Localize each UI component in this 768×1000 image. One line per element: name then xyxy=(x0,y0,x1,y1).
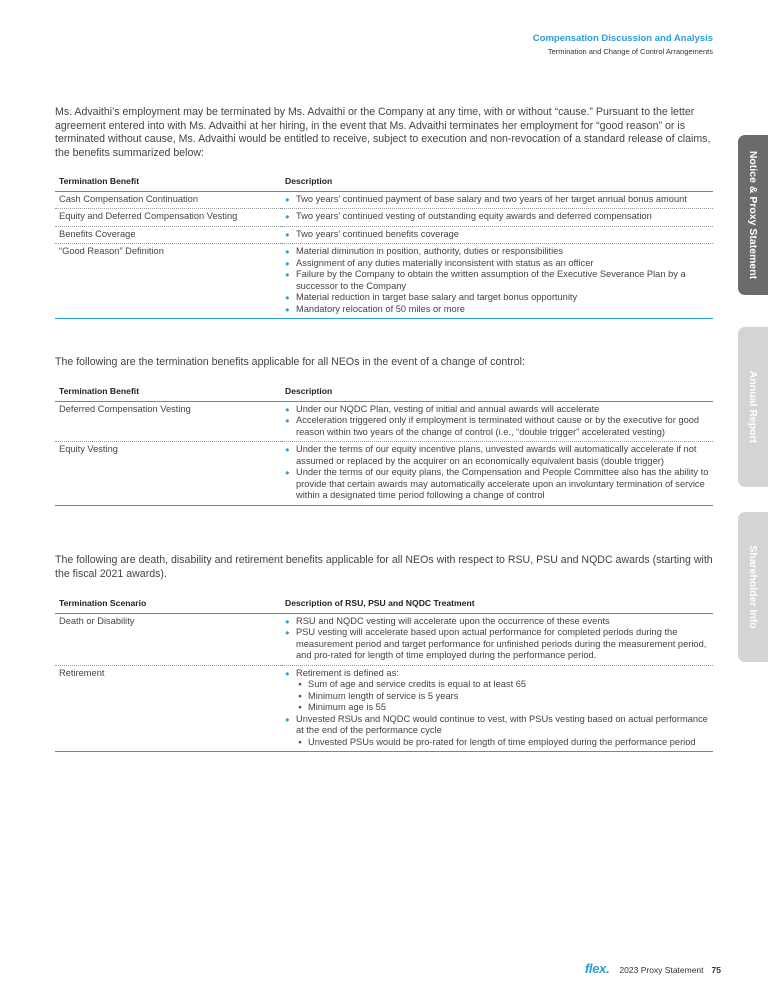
page-footer xyxy=(585,961,721,976)
list-item: ● Material reduction in target base salary and target bonus opportunity xyxy=(285,292,709,304)
list-item: ● Under the terms of our equity incentive plans, unvested awards will automatically accelerate if not assumed or replaced by the acquirer on an economically equivalent basis (double trigger) xyxy=(285,444,709,467)
list-item xyxy=(285,668,709,714)
list-item: ● RSU and NQDC vesting will accelerate upon the occurrence of these events xyxy=(285,616,709,628)
list-item: ● PSU vesting will accelerate based upon actual performance for completed periods during the measurement period and target performance for unfinished periods during the measurement period, and pro-rated for length of time employed during the performance period. xyxy=(285,627,709,662)
sub-list xyxy=(296,737,709,749)
sub-list-item: ● Minimum age is 55 xyxy=(296,702,709,714)
table-header-row xyxy=(55,173,713,191)
row-description xyxy=(281,442,713,506)
row-label: Retirement xyxy=(55,665,281,752)
row-label: “Good Reason” Definition xyxy=(55,244,281,319)
footer-doc-title: 2023 Proxy Statement xyxy=(619,965,704,975)
row-description xyxy=(281,244,713,319)
row-label: Deferred Compensation Vesting xyxy=(55,401,281,442)
change-of-control-table xyxy=(55,383,713,506)
subsection-title: Termination and Change of Control Arrangements xyxy=(547,47,713,56)
sub-list xyxy=(296,679,709,714)
table-header-row xyxy=(55,383,713,401)
row-label: Equity Vesting xyxy=(55,442,281,506)
table-row xyxy=(55,665,713,752)
column-header: Description xyxy=(281,383,713,401)
column-header: Termination Scenario xyxy=(55,595,281,613)
flex-logo: flex. xyxy=(584,961,610,976)
list-item: ● Mandatory relocation of 50 miles or more xyxy=(285,304,709,316)
sub-list-item: ● Minimum length of service is 5 years xyxy=(296,691,709,703)
list-item: ● Under the terms of our equity plans, the Compensation and People Committee also has the ability to provide that certain awards may automatically accelerate upon an involuntary termination of service within a designated time period following a change of control xyxy=(285,467,709,502)
table-row xyxy=(55,209,713,227)
table-header-row xyxy=(55,595,713,613)
list-item xyxy=(285,714,709,749)
table-row xyxy=(55,401,713,442)
tab-notice-proxy-statement[interactable] xyxy=(738,135,768,295)
row-description xyxy=(281,191,713,209)
section-title: Compensation Discussion and Analysis xyxy=(532,33,713,44)
list-item: ● Two years’ continued vesting of outstanding equity awards and deferred compensation xyxy=(285,211,709,223)
column-header: Termination Benefit xyxy=(55,383,281,401)
list-item: ● Acceleration triggered only if employment is terminated without cause or by the executive for good reason within two years of the change of control (i.e., “double trigger” accelerated vesting) xyxy=(285,415,709,438)
list-item: ● Assignment of any duties materially inconsistent with status as an officer xyxy=(285,258,709,270)
row-label: Benefits Coverage xyxy=(55,226,281,244)
row-description xyxy=(281,401,713,442)
tab-annual-report[interactable] xyxy=(738,327,768,487)
column-header: Termination Benefit xyxy=(55,173,281,191)
row-description xyxy=(281,209,713,227)
table-row xyxy=(55,442,713,506)
column-header: Description of RSU, PSU and NQDC Treatment xyxy=(281,595,713,613)
list-item: ● Failure by the Company to obtain the written assumption of the Executive Severance Plan by a successor to the Company xyxy=(285,269,709,292)
row-label: Equity and Deferred Compensation Vesting xyxy=(55,209,281,227)
intro-paragraph-2: The following are the termination benefits applicable for all NEOs in the event of a change of control: xyxy=(55,356,525,368)
tab-label: Shareholder Info xyxy=(747,545,759,629)
row-description xyxy=(281,613,713,665)
page-number: 75 xyxy=(711,965,721,975)
row-label: Cash Compensation Continuation xyxy=(55,191,281,209)
table-row xyxy=(55,244,713,319)
column-header: Description xyxy=(281,173,713,191)
tab-label: Annual Report xyxy=(747,370,759,444)
row-label: Death or Disability xyxy=(55,613,281,665)
tab-label: Notice & Proxy Statement xyxy=(747,150,759,280)
table-row xyxy=(55,226,713,244)
intro-paragraph-1: Ms. Advaithi’s employment may be terminated by Ms. Advaithi or the Company at any time, with or without “cause.” Pursuant to the letter agreement entered into with Ms. Advaithi at her hiring, in the event that Ms. Advaithi terminates her employment for “good reason” or is terminated without cause, Ms. Advaithi would be entitled to receive, subject to execution and non-revocation of a standard release of claims, the benefits summarized below: xyxy=(55,106,711,159)
intro-paragraph-3: The following are death, disability and retirement benefits applicable for all NEOs with respect to RSU, PSU and NQDC awards (starting with the fiscal 2021 awards). xyxy=(55,554,713,580)
table-row xyxy=(55,613,713,665)
sub-list-item: ● Sum of age and service credits is equal to at least 65 xyxy=(296,679,709,691)
list-item: ● Material diminution in position, authority, duties or responsibilities xyxy=(285,246,709,258)
advaithi-benefits-table xyxy=(55,173,713,319)
list-item-text: ● Unvested RSUs and NQDC would continue to vest, with PSUs vesting based on actual performance at the end of the performance cycle xyxy=(296,713,708,735)
list-item: ● Under our NQDC Plan, vesting of initial and annual awards will accelerate xyxy=(285,404,709,416)
list-item: ● Two years’ continued payment of base salary and two years of her target annual bonus amount xyxy=(285,194,709,206)
row-description xyxy=(281,226,713,244)
table-row xyxy=(55,191,713,209)
list-item: ● Two years’ continued benefits coverage xyxy=(285,229,709,241)
sub-list-item: ● Unvested PSUs would be pro-rated for length of time employed during the performance period xyxy=(296,737,709,749)
list-item-text: ● Retirement is defined as: xyxy=(296,667,399,678)
death-disability-retirement-table xyxy=(55,595,713,752)
tab-shareholder-info[interactable] xyxy=(738,512,768,662)
row-description xyxy=(281,665,713,752)
